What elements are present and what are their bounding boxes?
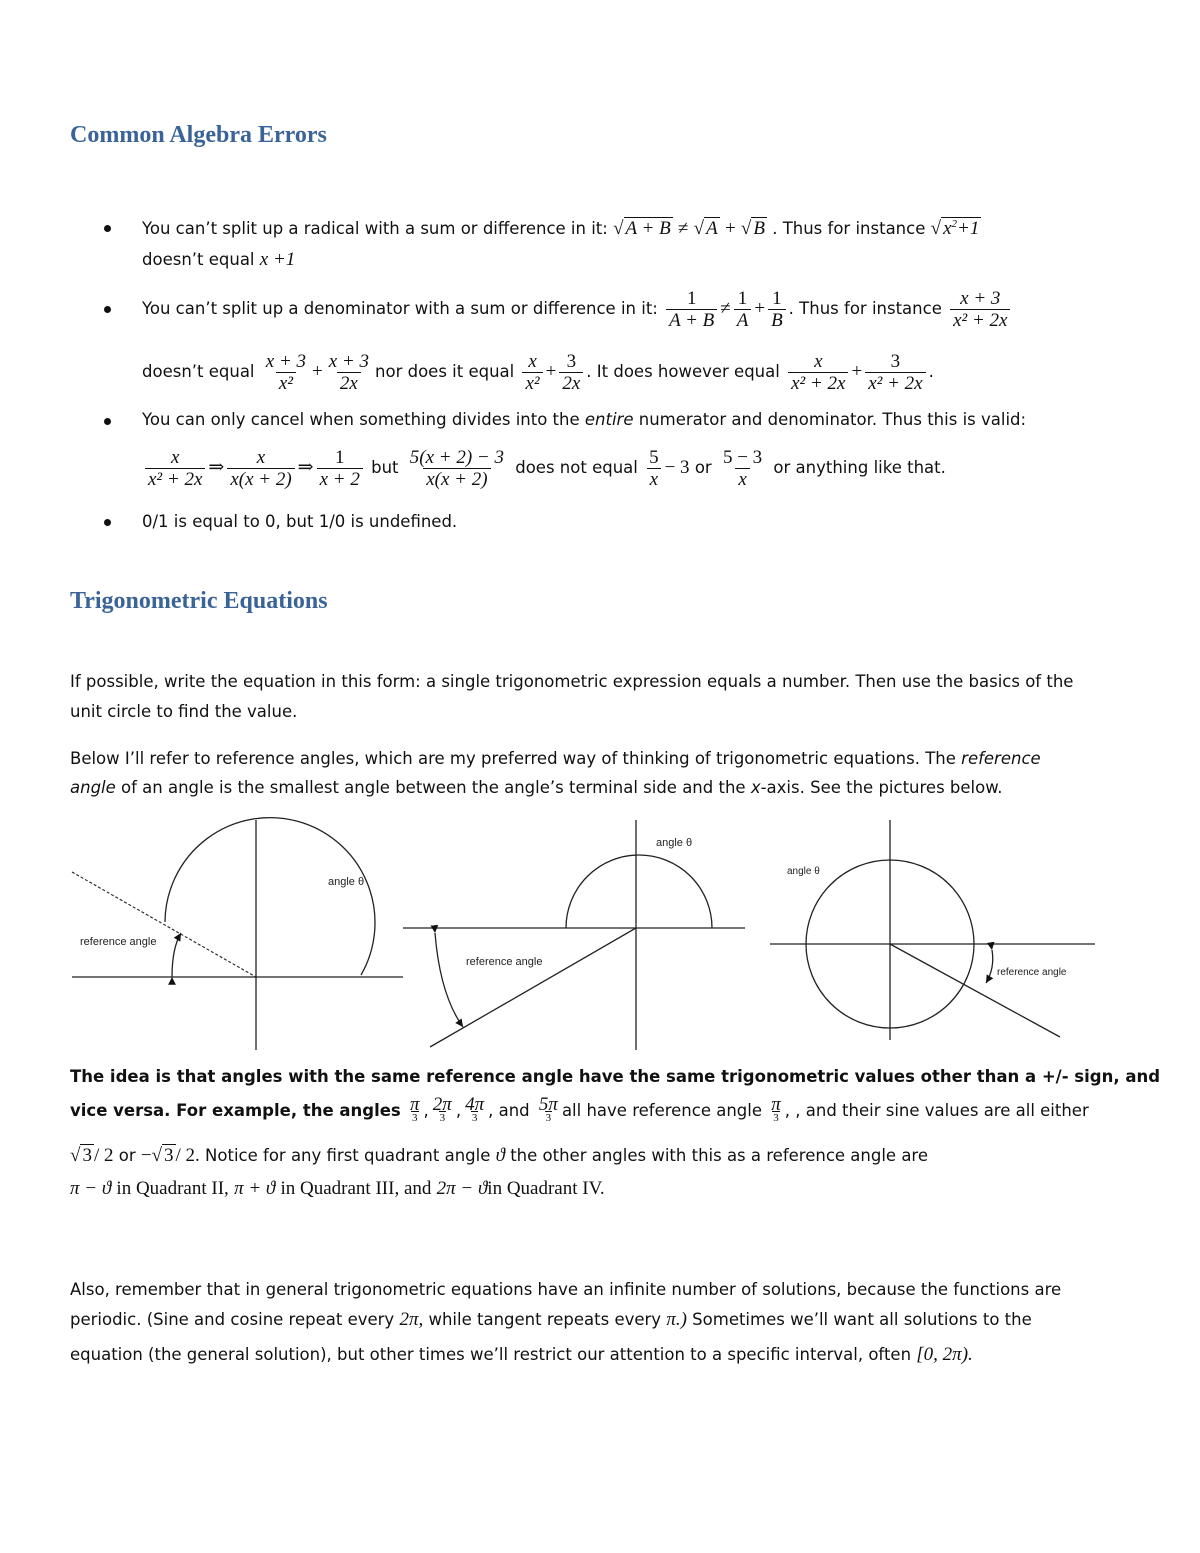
bullet1-text-c: doesn’t equal xyxy=(142,250,255,269)
sqrt-3: √ 3 xyxy=(151,1145,174,1166)
heading-trigonometric-equations: Trigonometric Equations xyxy=(70,588,328,614)
fraction: $\frac{x}{\text{x² + 2x}}$ xyxy=(145,447,205,491)
bullet1-text: You can’t split up a radical with a sum or difference in it: xyxy=(142,219,608,238)
neq-symbol: ≠ xyxy=(677,218,689,239)
bullet3-tail: or anything like that. xyxy=(773,458,946,477)
bullet4-line: 0/1 is equal to 0, but 1/0 is undefined. xyxy=(142,512,458,531)
bullet2-text-d: nor does it equal xyxy=(375,362,515,381)
fraction: $\frac{3}{\text{x² + 2x}}$ xyxy=(865,351,925,395)
bullet-dot xyxy=(104,519,111,526)
para2-line1: Below I’ll refer to reference angles, which are my preferred way of thinking of trigonometric equations. The reference xyxy=(70,749,1041,768)
bullet3-line2: $\frac{x}{\text{x² + 2x}}$ ⇒ $\frac{x}{x(x + 2)}$ ⇒ $\frac{1}{x + 2}$ but $\frac{5(x + 2) - 3}{x(x + 2)}$ does not equal $\frac{5}{x}$ − 3 or $\frac{5 - 3}{x}$ or anything like that. xyxy=(142,440,946,496)
para3-line4: π − ϑ in Quadrant II, π + ϑ in Quadrant III, and 2π − ϑin Quadrant IV. xyxy=(70,1178,605,1199)
bullet-dot xyxy=(104,225,111,232)
sqrt-b: √ B xyxy=(740,218,765,239)
fraction: $\frac{5\pi}{3}$ xyxy=(538,1094,558,1124)
bullet2-text-e: . It does however equal xyxy=(586,362,780,381)
fraction: $\frac{x}{\text{x² + 2x}}$ xyxy=(788,351,848,395)
fraction: $\frac{x}{\text{x²}}$ xyxy=(522,351,542,395)
para4-line3: equation (the general solution), but other times we’ll restrict our attention to a specific interval, often [0, 2π). xyxy=(70,1344,973,1365)
reference-angle-figures xyxy=(60,815,1110,1055)
sqrt-a-plus-b: √ A + B xyxy=(613,218,671,239)
fraction: $\frac{x + 3}{\text{x² + 2x}}$ xyxy=(950,288,1010,332)
para4-line1: Also, remember that in general trigonometric equations have an infinite number of solutions, because the functions are xyxy=(70,1280,1062,1299)
fraction: $\frac{\pi}{3}$ xyxy=(771,1094,781,1124)
fraction: $\frac{\pi}{3}$ xyxy=(410,1094,420,1124)
bullet1-line1 xyxy=(142,214,981,239)
bullet2-text: You can’t split up a denominator with a sum or difference in it: xyxy=(142,299,658,318)
bullet-dot xyxy=(104,418,111,425)
fig1-angle-label: angle θ xyxy=(328,876,365,888)
fraction: $\frac{1}{A}$ xyxy=(734,288,752,332)
fraction: $\frac{x + 3}{\text{x²}}$ xyxy=(265,350,307,394)
sqrt-a: √ A xyxy=(693,218,718,239)
heading-common-algebra-errors: Common Algebra Errors xyxy=(70,122,327,148)
bullet2-text-c: doesn’t equal xyxy=(142,362,255,381)
para1-line2: unit circle to find the value. xyxy=(70,702,298,721)
bullet1-line2 xyxy=(142,250,295,270)
fig1-ref-label: reference angle xyxy=(80,936,157,948)
bullet1-text-b: . Thus for instance xyxy=(772,219,926,238)
bullet2-text-b: Thus for instance xyxy=(799,299,942,318)
figure-quadrant-iv xyxy=(770,820,1095,1040)
sqrt-x2-plus-1: √ $x^2+1$ xyxy=(930,218,980,239)
fig3-ref-label: reference angle xyxy=(997,967,1067,978)
fraction: $\frac{1}{A + B}$ xyxy=(666,288,717,332)
fraction: $\frac{2\pi}{3}$ xyxy=(432,1094,452,1124)
fraction: $\frac{5 - 3}{x}$ xyxy=(722,446,763,490)
bullet3-text: You can only cancel when something divides into the xyxy=(142,410,580,429)
sqrt-3: √ 3 xyxy=(70,1145,92,1166)
fig3-angle-label: angle θ xyxy=(787,866,820,877)
fraction: $\frac{4\pi}{3}$ xyxy=(465,1094,485,1124)
bullet2-line1: You can’t split up a denominator with a sum or difference in it: $\frac{1}{A + B}$ ≠ $\frac{1}{A}$ + $\frac{1}{B}$ . Thus for instance $\frac{x + 3}{\text{x² + 2x}}$ xyxy=(142,287,1013,332)
para4-line2: periodic. (Sine and cosine repeat every 2π, while tangent repeats every π.) Sometimes we’ll want all solutions to the xyxy=(70,1309,1032,1330)
fraction: $\frac{1}{B}$ xyxy=(768,288,786,332)
fraction: $\frac{x + 3}{2x}$ xyxy=(328,350,370,394)
para3-line1: The idea is that angles with the same reference angle have the same trigonometric values other than a +/- sign, and xyxy=(70,1067,1161,1086)
bullet-dot xyxy=(104,306,111,313)
fig2-ref-label: reference angle xyxy=(466,956,543,968)
fraction: $\frac{3}{2x}$ xyxy=(559,351,583,395)
fraction: $\frac{x}{x(x + 2)}$ xyxy=(227,447,294,491)
figure-quadrant-ii xyxy=(72,818,403,1050)
fig2-angle-label: angle θ xyxy=(656,837,693,849)
para1-line1: If possible, write the equation in this form: a single trigonometric expression equals a number. Then use the basics of the xyxy=(70,672,1074,691)
para3-line2: vice versa. For example, the angles $\frac{\pi}{3}$ , $\frac{2\pi}{3}$ , $\frac{4\pi}{3}$ , and $\frac{5\pi}{3}$ all have reference angle $\frac{\pi}{3}$ , , and their sine values are all either xyxy=(70,1094,1089,1124)
bullet2-line2: doesn’t equal $\frac{x + 3}{\text{x²}}$ + $\frac{x + 3}{2x}$ nor does it equal $\frac{x}{\text{x²}}$ + $\frac{3}{2x}$ . It does however equal $\frac{x}{\text{x² + 2x}}$ + $\frac{3}{\text{x² + 2x}}$ . xyxy=(142,350,934,394)
para2-line2: angle of an angle is the smallest angle between the angle’s terminal side and the x-axis. See the pictures below. xyxy=(70,778,1003,797)
figure-quadrant-iii xyxy=(403,820,745,1050)
bullet3-text-b: numerator and denominator. Thus this is valid: xyxy=(638,410,1027,429)
fraction: $\frac{5}{x}$ xyxy=(646,447,662,491)
formula-x-plus-1: x +1 xyxy=(259,249,296,270)
para3-line3: √ 3 / 2 or −√ 3 / 2. Notice for any first quadrant angle ϑ the other angles with this as a reference angle are xyxy=(70,1143,928,1169)
bullet3-line1 xyxy=(142,410,1026,430)
italic-entire: entire xyxy=(584,410,634,429)
fraction: $\frac{1}{x + 2}$ xyxy=(317,447,363,491)
fraction: $\frac{5(x + 2) - 3}{x(x + 2)}$ xyxy=(409,446,504,490)
plus-symbol: + xyxy=(724,218,736,239)
